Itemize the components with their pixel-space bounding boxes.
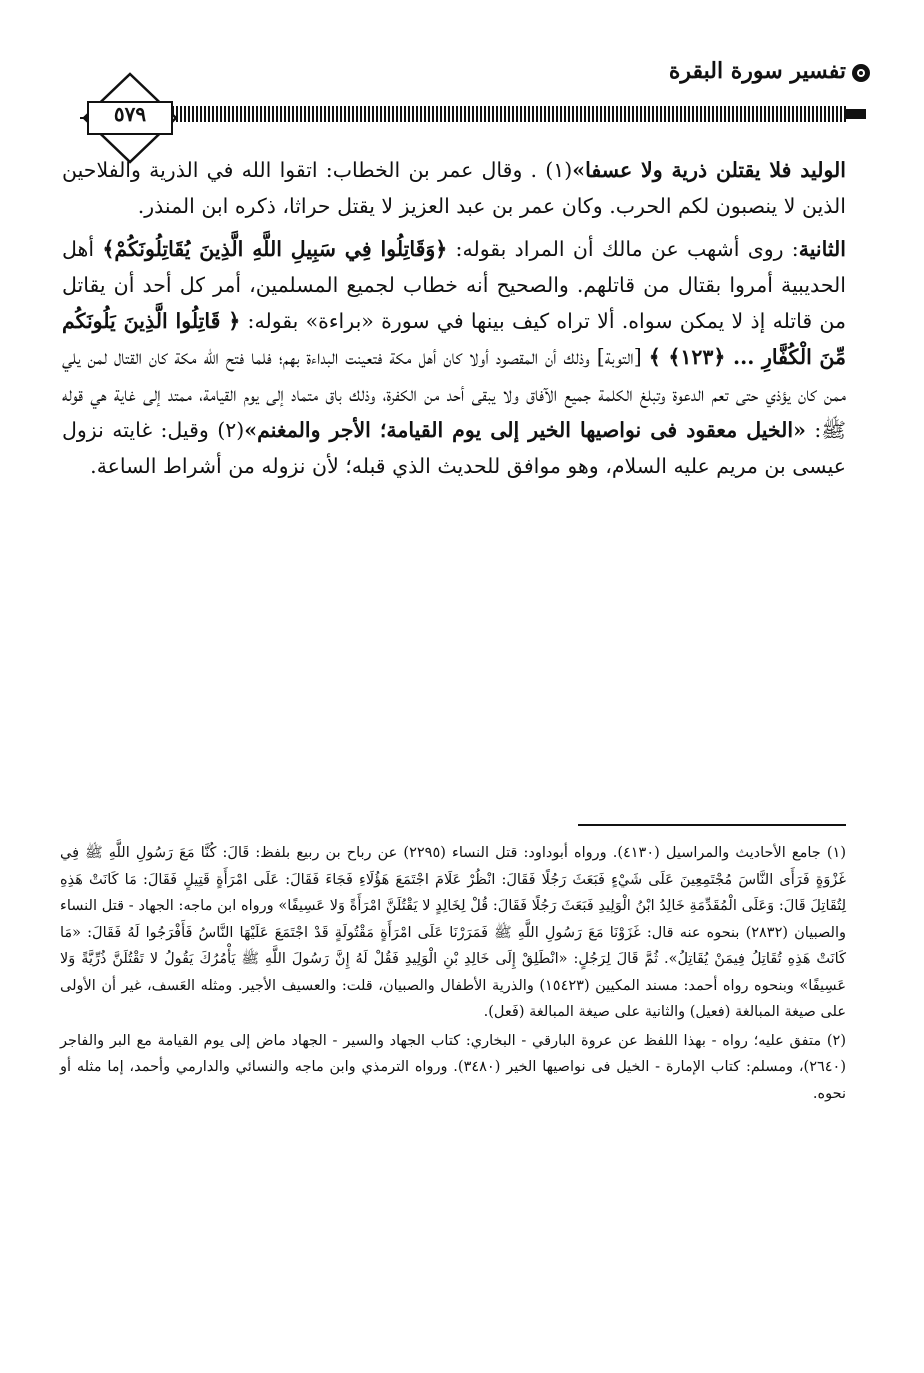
paragraph-2-text-c: [التوبة] وذلك أن المقصود أولا كان أهل مكة فتعينت البداءة بهم؛ فلما فتح الله مكة كان القتال لمن يلي ممن كان يؤذي حتى تعم الدعوة وتبلغ الكلمة جميع الآفاق ولا يبقى أحد من الكفرة، وذلك باق متماد إلى يوم القيامة، ممتد إلى غاية هي قوله ﷺ: (62, 345, 847, 443)
footnote-separator (578, 824, 846, 826)
flower-ornament-icon (850, 62, 872, 84)
paragraph-1 (62, 152, 846, 225)
quran-verse-2: ﴿ قَاتِلُوا الَّذِينَ يَلُونَكُم مِّنَ الْكُفَّارِ ... ﴿١٢٣﴾ ﴾ (62, 309, 846, 370)
paragraph-2-text-a: : روى أشهب عن مالك أن المراد بقوله: (447, 236, 799, 261)
hadith-quote: الوليد فلا يقتلن ذرية ولا عسفا» (572, 158, 846, 182)
hadith-quote-2: «الخيل معقود فى نواصيها الخير إلى يوم القيامة؛ الأجر والمغنم» (244, 418, 806, 443)
quran-verse-1: ﴿وَقَاتِلُوا فِي سَبِيلِ اللَّهِ الَّذِينَ يُقَاتِلُونَكُمْ﴾ (102, 236, 448, 261)
running-header-title: تفسير سورة البقرة (668, 58, 846, 84)
section-label: الثانية (798, 236, 846, 261)
paragraph-2-text-b: أهل الحديبية أمروا بقتال من قاتلهم. والصحيح أنه خطاب لجميع المسلمين، أمر كل أحد أن يقاتل من قاتله إذ لا يمكن سواه. ألا تراه كيف بينها في سورة «براءة» بقوله: (62, 236, 846, 334)
page-number: ٥٧٩ (113, 102, 147, 126)
page-number-badge (80, 72, 180, 164)
paragraph-2-text-d: (٢) وقيل: غايته نزول عيسى بن مريم عليه السلام، وهو موافق للحديث الذي قبله؛ لأن نزوله من أشراط الساعة. (62, 418, 846, 479)
paragraph-2 (62, 231, 846, 485)
footnote-1: (١) جامع الأحاديث والمراسيل (٤١٣٠). ورواه أبوداود: قتل النساء (٢٢٩٥) عن رباح بن ربيع بلفظ: قَالَ: كُنَّا مَعَ رَسُولِ اللَّهِ ﷺ فِي غَزْوَةٍ فَرَأَى النَّاسَ مُجْتَمِعِينَ عَلَى شَيْءٍ فَبَعَثَ رَجُلًا فَقَالَ: انْظُرْ عَلَامَ اجْتَمَعَ هَؤُلَاءِ فَجَاءَ فَقَالَ: عَلَى امْرَأَةٍ قَتِيلٍ فَقَالَ: مَا كَانَتْ هَذِهِ لِتُقَاتِلَ قَالَ: وَعَلَى الْمُقَدِّمَةِ خَالِدُ ابْنُ الْوَلِيدِ فَبَعَثَ رَجُلًا فَقَالَ: قُلْ لِخَالِدٍ لا يَقْتُلَنَّ امْرَأَةً وَلا عَسِيفًا» ورواه ابن ماجه: الجهاد - قتل النساء والصبيان (٢٨٣٢) بنحوه عنه قال: غَزَوْنَا مَعَ رَسُولِ اللَّهِ ﷺ فَمَرَرْنَا عَلَى امْرَأَةٍ مَقْتُولَةٍ قَدْ اجْتَمَعَ عَلَيْهَا النَّاسُ فَأَفْرَجُوا لَهُ فَقَالَ: «مَا كَانَتْ هَذِهِ تُقَاتِلُ فِيمَنْ يُقَاتِلُ». ثُمَّ قَالَ لِرَجُلٍ: «انْطَلِقْ إِلَى خَالِدِ بْنِ الْوَلِيدِ فَقُلْ لَهُ إِنَّ رَسُولَ اللَّهِ ﷺ يَأْمُرُكَ يَقُولُ لا تَقْتُلَنَّ ذُرِّيَّةً وَلا عَسِيفًا» وبنحوه رواه أحمد: مسند المكيين (١٥٤٢٣) والذرية الأطفال والصبيان، قلت: والعسيف الأجير. ومثله العَسف، غير أن الأولى على صيغة المبالغة (فعيل) والثانية على صيغة المبالغة (فَعل). (60, 845, 846, 1020)
footnote-2: (٢) متفق عليه؛ رواه - بهذا اللفظ عن عروة البارقي - البخاري: كتاب الجهاد والسير - الجهاد ماض إلى يوم القيامة مع البر والفاجر (٢٦٤٠)، ومسلم: كتاب الإمارة - الخيل فى نواصيها الخير (٣٤٨٠). ورواه الترمذي وابن ماجه والنسائي والدارمي وأحمد، إما مثله أو نحوه. (60, 1032, 847, 1102)
paragraph-1-text: (١) . وقال عمر بن الخطاب: اتقوا الله في الذرية والفلاحين الذين لا ينصبون لكم الحرب. وكان عمر بن عبد العزيز لا يقتل حراثا، ذكره ابن المنذر. (62, 158, 846, 219)
main-text (62, 152, 846, 485)
rule-end-ornament-icon (844, 106, 866, 122)
footnotes (60, 840, 846, 1107)
header-rule (168, 106, 846, 122)
